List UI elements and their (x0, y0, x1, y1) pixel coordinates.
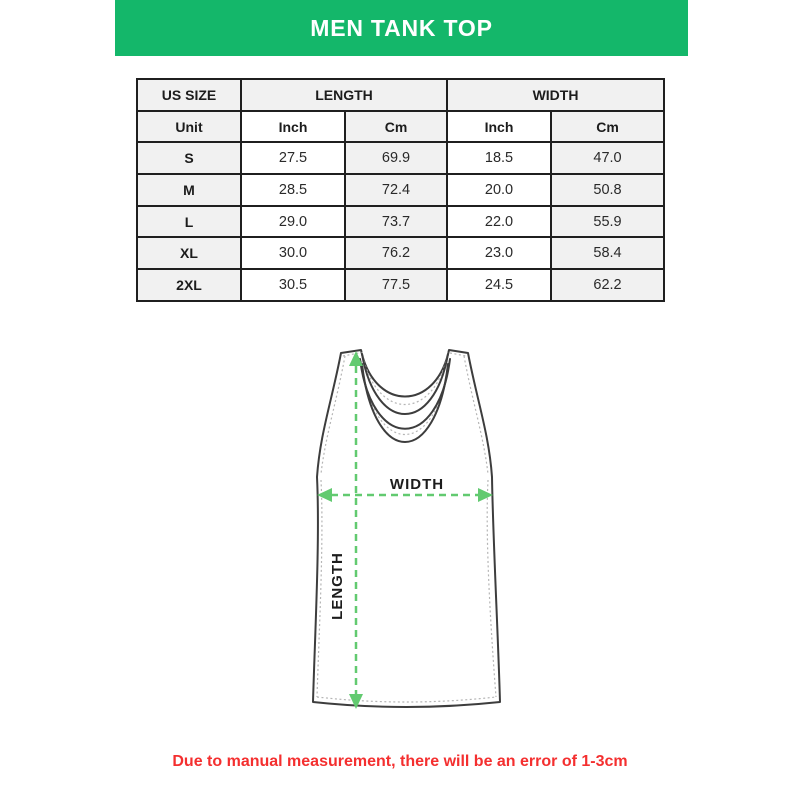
size-cell: XL (137, 237, 241, 269)
page-title: MEN TANK TOP (310, 14, 493, 41)
length-inch-header: Inch (241, 111, 345, 143)
width-inch-cell: 22.0 (447, 206, 551, 238)
size-cell: M (137, 174, 241, 206)
width-cm-cell: 62.2 (551, 269, 664, 301)
length-inch-cell: 29.0 (241, 206, 345, 238)
width-cm-cell: 58.4 (551, 237, 664, 269)
size-cell: 2XL (137, 269, 241, 301)
width-inch-cell: 24.5 (447, 269, 551, 301)
col-header-length: LENGTH (241, 79, 447, 111)
size-cell: S (137, 142, 241, 174)
length-label: LENGTH (329, 552, 346, 620)
width-cm-cell: 55.9 (551, 206, 664, 238)
width-inch-cell: 23.0 (447, 237, 551, 269)
length-cm-cell: 72.4 (345, 174, 447, 206)
length-cm-cell: 76.2 (345, 237, 447, 269)
length-cm-header: Cm (345, 111, 447, 143)
length-inch-cell: 27.5 (241, 142, 345, 174)
col-header-us-size: US SIZE (137, 79, 241, 111)
table-row (137, 269, 664, 301)
width-cm-cell: 47.0 (551, 142, 664, 174)
table-row (137, 142, 664, 174)
table-row (137, 174, 664, 206)
col-header-width: WIDTH (447, 79, 664, 111)
table-header-row (137, 79, 664, 111)
length-cm-cell: 77.5 (345, 269, 447, 301)
width-cm-cell: 50.8 (551, 174, 664, 206)
title-banner (115, 0, 688, 56)
measurement-disclaimer: Due to manual measurement, there will be an error of 1-3cm (172, 753, 628, 770)
length-inch-cell: 30.5 (241, 269, 345, 301)
length-cm-cell: 69.9 (345, 142, 447, 174)
table-row (137, 206, 664, 238)
width-inch-cell: 20.0 (447, 174, 551, 206)
tank-top-diagram (280, 335, 530, 725)
length-cm-cell: 73.7 (345, 206, 447, 238)
table-unit-row (137, 111, 664, 143)
width-label: WIDTH (389, 476, 445, 493)
width-inch-header: Inch (447, 111, 551, 143)
length-inch-cell: 28.5 (241, 174, 345, 206)
size-cell: L (137, 206, 241, 238)
length-inch-cell: 30.0 (241, 237, 345, 269)
width-cm-header: Cm (551, 111, 664, 143)
width-inch-cell: 18.5 (447, 142, 551, 174)
tank-top-outline (313, 350, 500, 707)
table-row (137, 237, 664, 269)
size-table (136, 78, 665, 302)
unit-label: Unit (137, 111, 241, 143)
